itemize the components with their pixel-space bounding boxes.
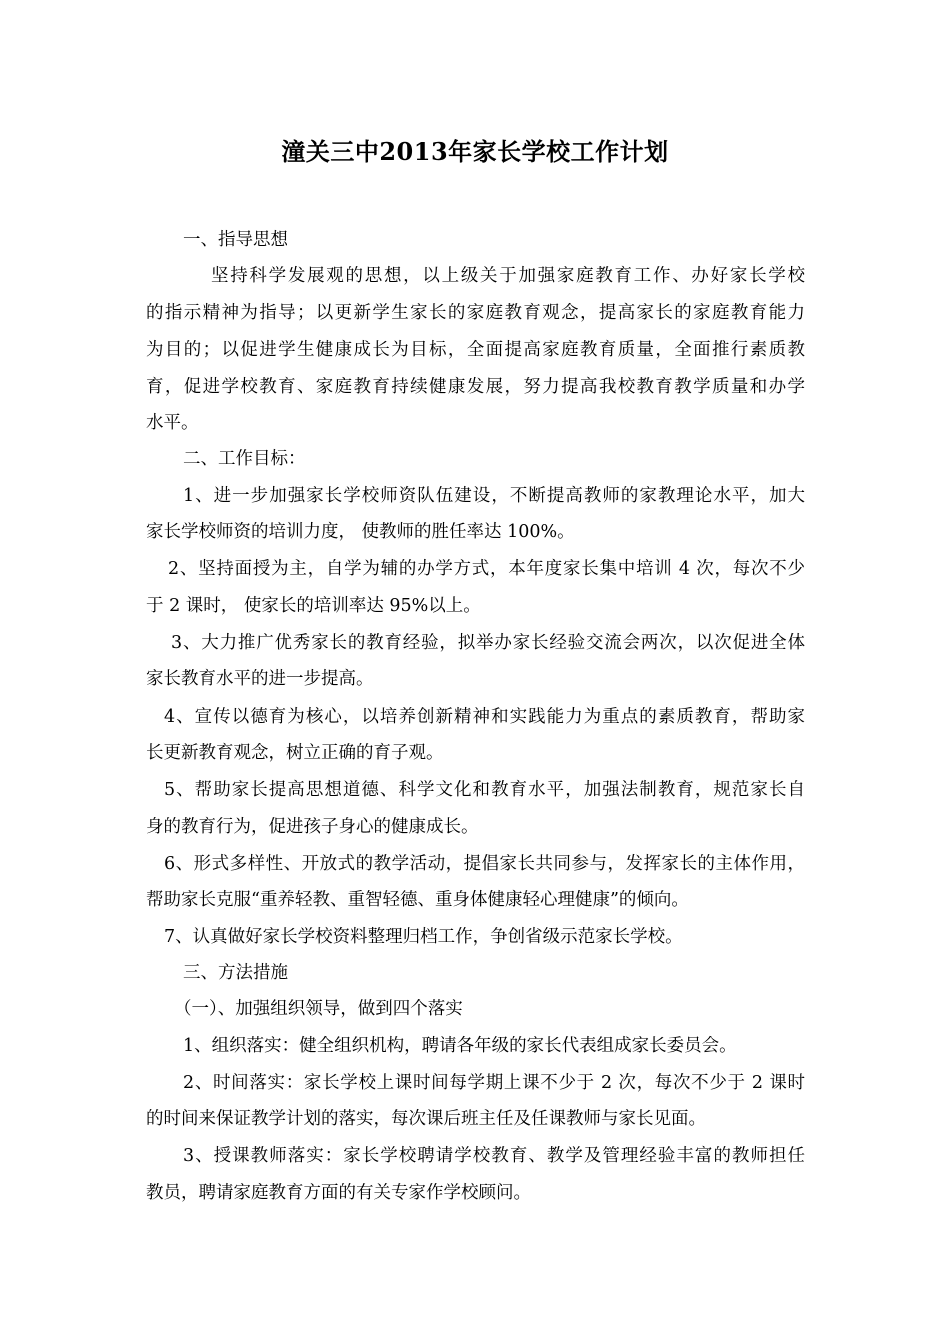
document-title: 潼关三中2013年家长学校工作计划 — [281, 137, 669, 166]
list-item-line: 6、形式多样性、开放式的教学活动，提倡家长共同参与，发挥家长的主体作用， — [164, 854, 805, 874]
list-item-line: 2、时间落实：家长学校上课时间每学期上课不少于 2 次，每次不少于 2 课时 — [183, 1073, 805, 1093]
list-item-line: 家长教育水平的进一步提高。 — [146, 669, 374, 689]
list-item-line: 1、进一步加强家长学校师资队伍建设，不断提高教师的家教理论水平，加大 — [183, 486, 805, 506]
list-item-line: 3、大力推广优秀家长的教育经验，拟举办家长经验交流会两次，以次促进全体 — [171, 633, 805, 653]
list-item-line: 教员，聘请家庭教育方面的有关专家作学校顾问。 — [146, 1183, 531, 1203]
list-item-line: 4、宣传以德育为核心，以培养创新精神和实践能力为重点的素质教育，帮助家 — [164, 707, 805, 727]
list-item-line: 身的教育行为，促进孩子身心的健康成长。 — [146, 817, 479, 837]
section-heading: 三、方法措施 — [183, 963, 288, 983]
list-item-line: 2、坚持面授为主，自学为辅的办学方式，本年度家长集中培训 4 次，每次不少 — [168, 559, 805, 579]
list-item-line: 于 2 课时， 使家长的培训率达 95%以上。 — [146, 596, 481, 616]
section-heading: 二、工作目标： — [183, 449, 306, 469]
list-item-line: 3、授课教师落实：家长学校聘请学校教育、教学及管理经验丰富的教师担任 — [183, 1146, 805, 1166]
paragraph-line: 水平。 — [146, 413, 199, 433]
subsection-heading: （一）、加强组织领导，做到四个落实 — [174, 999, 463, 1019]
list-item-line: 帮助家长克服“重养轻教、重智轻德、重身体健康轻心理健康”的倾向。 — [146, 890, 689, 910]
paragraph-line: 的指示精神为指导；以更新学生家长的家庭教育观念，提高家长的家庭教育能力 — [146, 303, 805, 323]
list-item-line: 的时间来保证教学计划的落实，每次课后班主任及任课教师与家长见面。 — [146, 1109, 706, 1129]
paragraph-line: 为目的；以促进学生健康成长为目标，全面提高家庭教育质量，全面推行素质教 — [146, 340, 805, 360]
paragraph-line: 育，促进学校教育、家庭教育持续健康发展，努力提高我校教育教学质量和办学 — [146, 377, 805, 397]
list-item-line: 长更新教育观念，树立正确的育子观。 — [146, 743, 444, 763]
section-heading: 一、指导思想 — [183, 230, 288, 250]
list-item-line: 5、帮助家长提高思想道德、科学文化和教育水平，加强法制教育，规范家长自 — [164, 780, 805, 800]
list-item-line: 家长学校师资的培训力度， 使教师的胜任率达 100%。 — [146, 522, 575, 542]
list-item-line: 1、组织落实：健全组织机构，聘请各年级的家长代表组成家长委员会。 — [183, 1036, 737, 1056]
paragraph-line: 坚持科学发展观的思想，以上级关于加强家庭教育工作、办好家长学校 — [211, 266, 805, 286]
list-item-line: 7、认真做好家长学校资料整理归档工作，争创省级示范家长学校。 — [164, 927, 683, 947]
